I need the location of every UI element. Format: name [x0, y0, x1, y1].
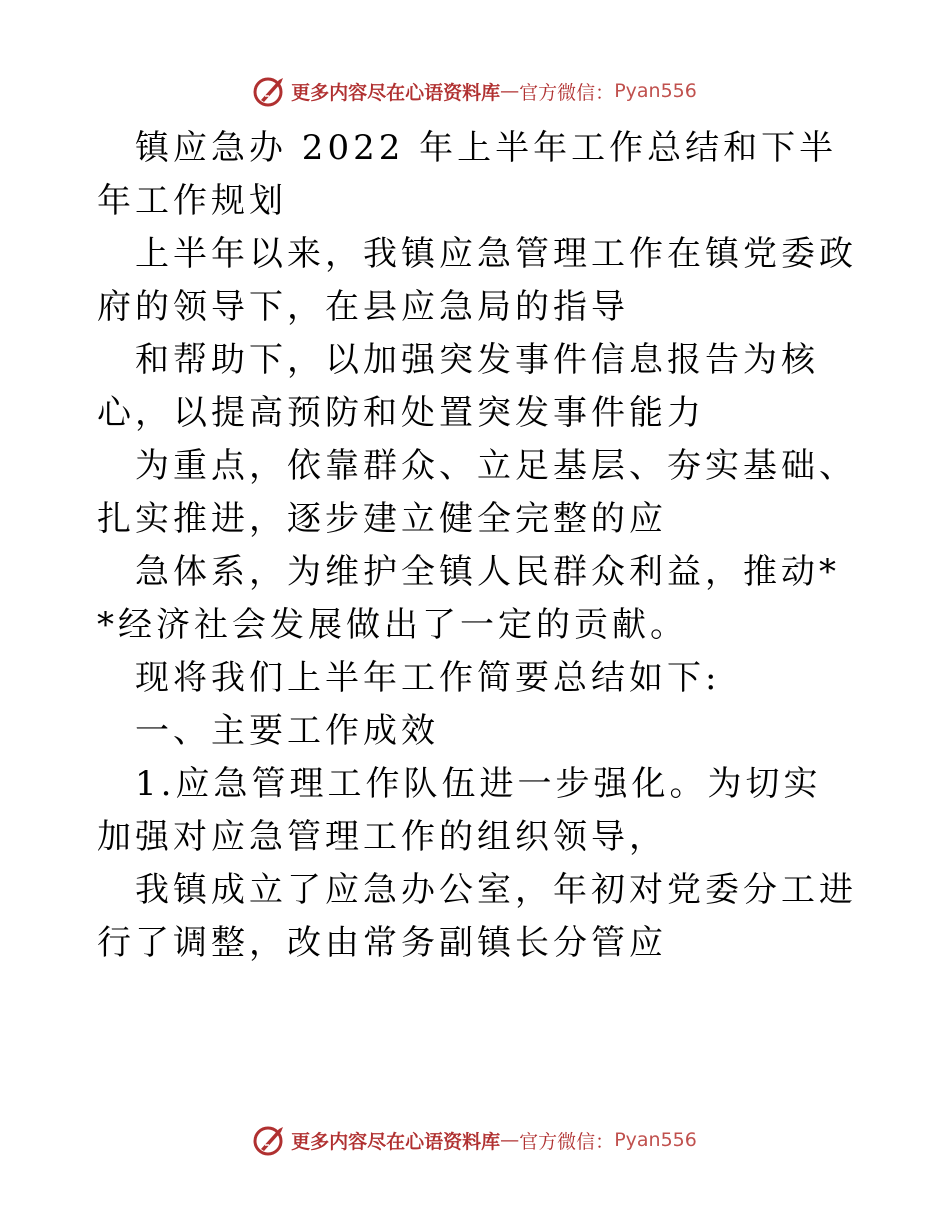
section-heading: 一、主要工作成效	[135, 711, 439, 751]
watermark-main-text: 更多内容尽在心语资料库	[291, 1130, 501, 1153]
paragraph: 上半年以来，我镇应急管理工作在镇党委政府的领导下，在县应急局的指导	[97, 234, 857, 327]
watermark-wechat-label: 官方微信：	[519, 81, 615, 104]
paragraph: 和帮助下，以加强突发事件信息报告为核心，以提高预防和处置突发事件能力	[97, 340, 819, 433]
paragraph: 急体系，为维护全镇人民群众利益，推动**经济社会发展做出了一定的贡献。	[97, 552, 840, 645]
watermark-separator: —	[500, 80, 520, 102]
document-title: 镇应急办 2022 年上半年工作总结和下半年工作规划	[97, 128, 838, 221]
document-body	[97, 122, 857, 970]
watermark-wechat-label: 官方微信：	[519, 1130, 615, 1153]
quill-pen-logo-icon	[253, 1123, 287, 1157]
paragraph: 为重点，依靠群众、立足基层、夯实基础、扎实推进，逐步建立健全完整的应	[97, 446, 857, 539]
paragraph: 1.应急管理工作队伍进一步强化。为切实加强对应急管理工作的组织领导，	[97, 764, 822, 857]
footer-watermark	[0, 1120, 950, 1160]
watermark-wechat-id: Pyan556	[614, 1129, 697, 1151]
paragraph: 我镇成立了应急办公室，年初对党委分工进行了调整，改由常务副镇长分管应	[97, 870, 857, 963]
header-watermark	[0, 71, 950, 111]
quill-pen-logo-icon	[253, 74, 287, 108]
watermark-separator: —	[500, 1129, 520, 1151]
paragraph: 现将我们上半年工作简要总结如下:	[135, 658, 721, 698]
watermark-main-text: 更多内容尽在心语资料库	[291, 81, 501, 104]
watermark-wechat-id: Pyan556	[614, 80, 697, 102]
